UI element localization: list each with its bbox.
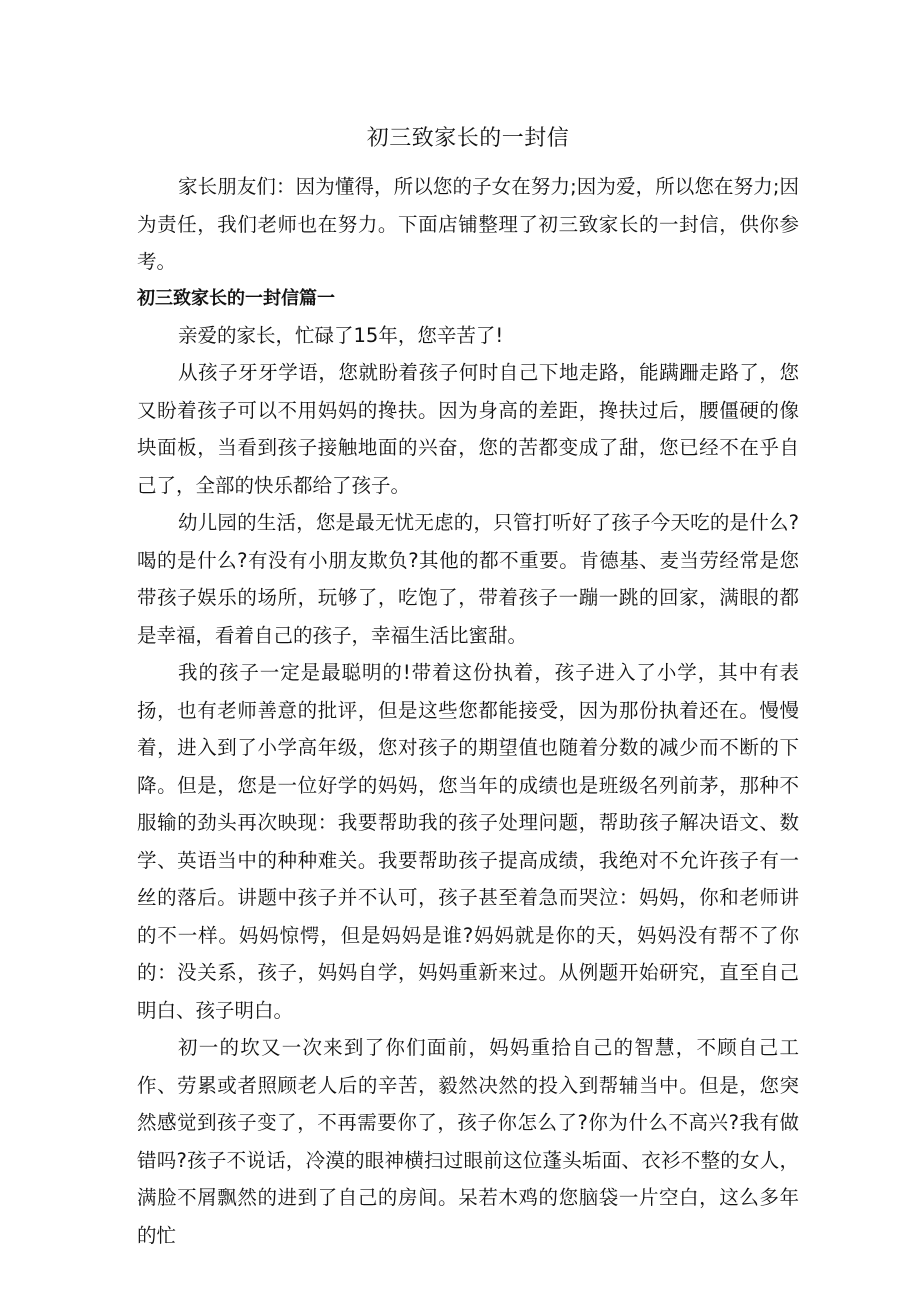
body-paragraph-1: 亲爱的家长，忙碌了15年，您辛苦了! — [178, 323, 504, 347]
document-title: 初三致家长的一封信 — [366, 126, 570, 151]
section-heading: 初三致家长的一封信篇一 — [137, 287, 335, 309]
document-page — [137, 118, 799, 1254]
body-paragraph-3: 幼儿园的生活，您是最无忧无虑的，只管打听好了孩子今天吃的是什么?喝的是什么?有没有小朋友欺负?其他的都不重要。肯德基、麦当劳经常是您带孩子娱乐的场所，玩够了，吃饱了，带着孩子一蹦一跳的回家，满眼的都是幸福，看着自己的孩子，幸福生活比蜜甜。 — [137, 511, 799, 647]
body-paragraph-4: 我的孩子一定是最聪明的!带着这份执着，孩子进入了小学，其中有表扬，也有老师善意的批评，但是这些您都能接受，因为那份执着还在。慢慢着，进入到了小学高年级，您对孩子的期望值也随着分数的减少而不断的下降。但是，您是一位好学的妈妈，您当年的成绩也是班级名列前茅，那种不服输的劲头再次映现：我要帮助我的孩子处理问题，帮助孩子解决语文、数学、英语当中的种种难关。我要帮助孩子提高成绩，我绝对不允许孩子有一丝的落后。讲题中孩子并不认可，孩子甚至着急而哭泣：妈妈，你和老师讲的不一样。妈妈惊愕，但是妈妈是谁?妈妈就是你的天，妈妈没有帮不了你的：没关系，孩子，妈妈自学，妈妈重新来过。从例题开始研究，直至自己明白、孩子明白。 — [137, 661, 799, 1022]
body-paragraph-2: 从孩子牙牙学语，您就盼着孩子何时自己下地走路，能蹒跚走路了，您又盼着孩子可以不用妈妈的搀扶。因为身高的差距，搀扶过后，腰僵硬的像块面板，当看到孩子接触地面的兴奋，您的苦都变成了甜，您已经不在乎自己了，全部的快乐都给了孩子。 — [137, 361, 799, 497]
body-paragraph-5: 初一的坎又一次来到了你们面前，妈妈重拾自己的智慧，不顾自己工作、劳累或者照顾老人后的辛苦，毅然决然的投入到帮辅当中。但是，您突然感觉到孩子变了，不再需要你了，孩子你怎么了?你为什么不高兴?我有做错吗?孩子不说话，冷漠的眼神横扫过眼前这位蓬头垢面、衣衫不整的女人，满脸不屑飘然的进到了自己的房间。呆若木鸡的您脑袋一片空白，这么多年的忙 — [137, 1036, 799, 1247]
intro-paragraph: 家长朋友们：因为懂得，所以您的子女在努力;因为爱，所以您在努力;因为责任，我们老师也在努力。下面店铺整理了初三致家长的一封信，供你参考。 — [137, 175, 799, 273]
